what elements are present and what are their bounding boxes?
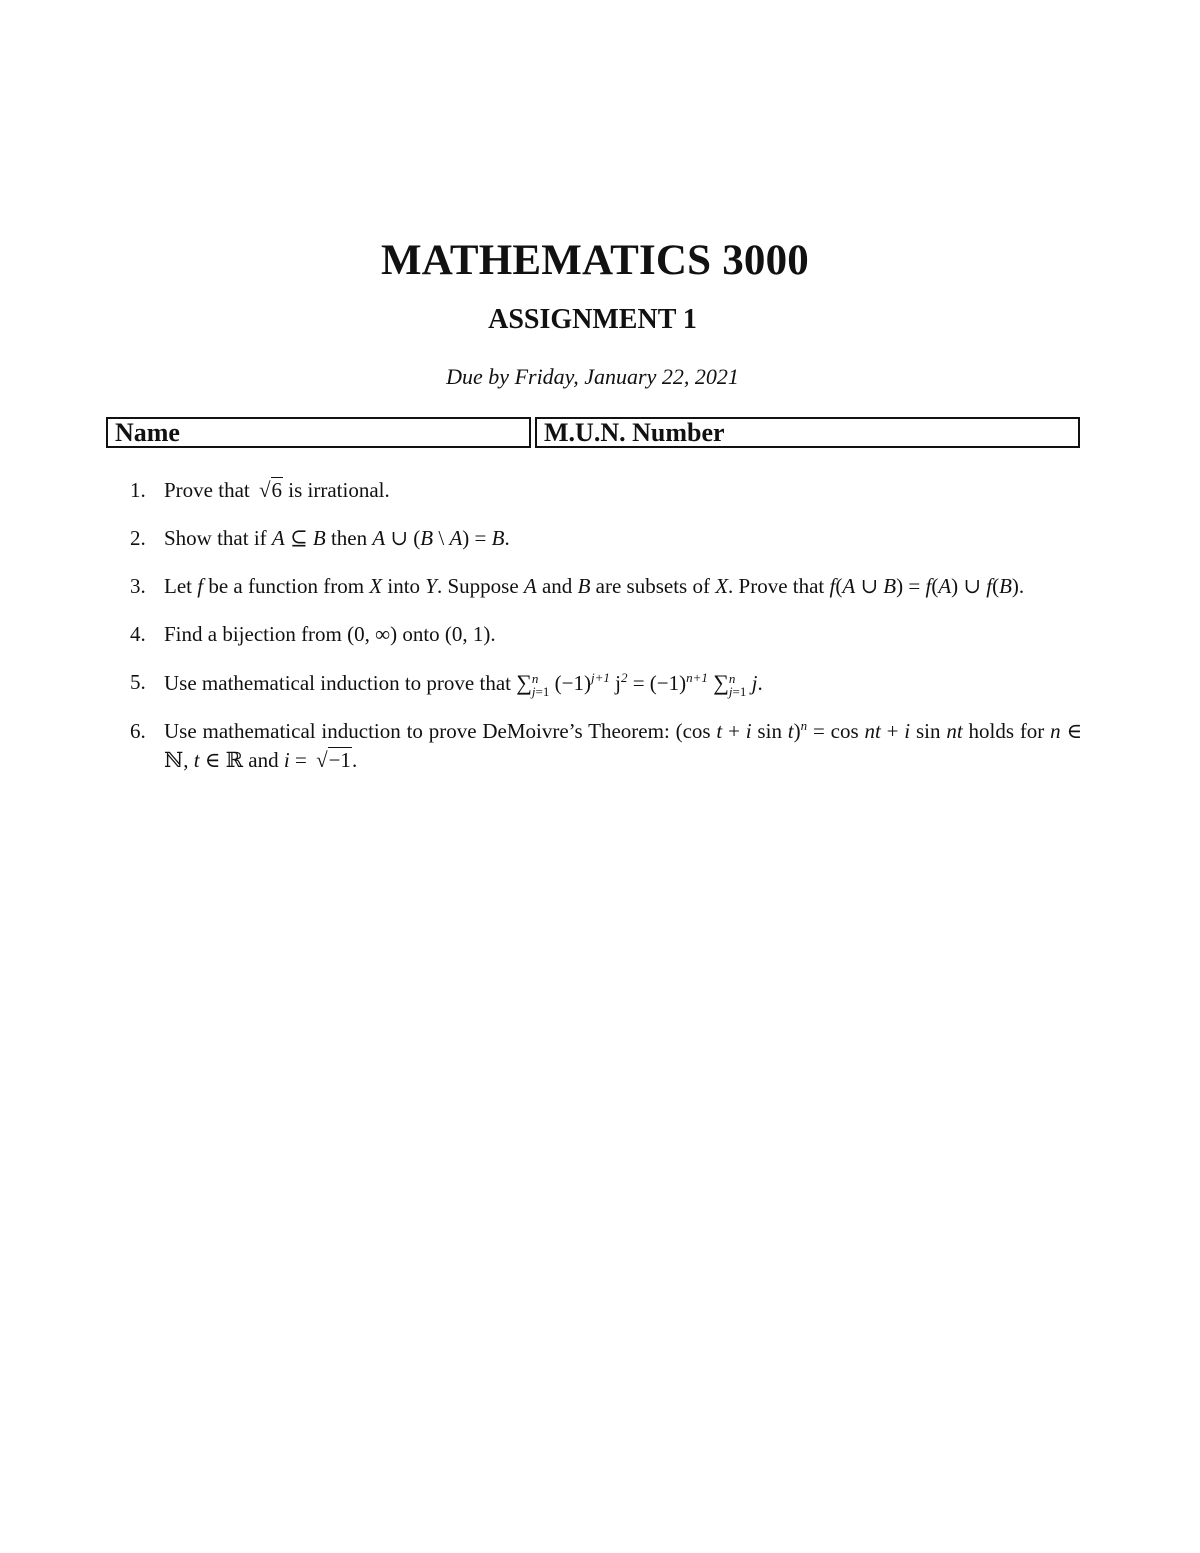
- problem-5: [130, 668, 1082, 698]
- problem-number: 6.: [130, 719, 146, 744]
- problem-number: 5.: [130, 670, 146, 694]
- problem-text: Prove that √6 is irrational.: [164, 478, 390, 502]
- problem-4: [130, 620, 1082, 649]
- mun-label: M.U.N. Number: [544, 418, 725, 447]
- mun-number-field[interactable]: [535, 417, 1080, 448]
- page-title: MATHEMATICS 3000: [380, 237, 810, 284]
- problem-1: [130, 476, 1082, 505]
- problem-number: 2.: [130, 526, 146, 550]
- problem-text: Let f be a function from X into Y. Suppose A and B are subsets of X. Prove that f(A ∪ B) = f(A) ∪ f(B).: [164, 574, 1025, 598]
- problem-text: Find a bijection from (0, ∞) onto (0, 1).: [164, 622, 496, 646]
- name-label: Name: [115, 418, 180, 447]
- problem-2: [130, 524, 1082, 553]
- assignment-subtitle: ASSIGNMENT 1: [488, 304, 697, 335]
- name-field[interactable]: [106, 417, 531, 448]
- problem-number: 3.: [130, 574, 146, 598]
- problem-number: 4.: [130, 622, 146, 646]
- problem-3: [130, 572, 1082, 601]
- problem-text: Use mathematical induction to prove that ∑ n j=1 $(-1)^{j+1}$ $j^2 = (-1)^{n+1}$ ∑ n j=1 j.: [164, 670, 763, 700]
- problem-list: [130, 476, 1082, 794]
- problem-6: [130, 717, 1082, 775]
- problem-text: Use mathematical induction to prove DeMoivre’s Theorem: (cos t + i sin t)$^n$ = cos nt + i sin nt holds for n ∈ ℕ, t ∈ ℝ and i = √−1.: [164, 718, 1083, 773]
- due-date: Due by Friday, January 22, 2021: [446, 364, 739, 389]
- problem-text: Show that if A ⊆ B then A ∪ (B \ A) = B.: [164, 526, 510, 550]
- problem-number: 1.: [130, 478, 146, 502]
